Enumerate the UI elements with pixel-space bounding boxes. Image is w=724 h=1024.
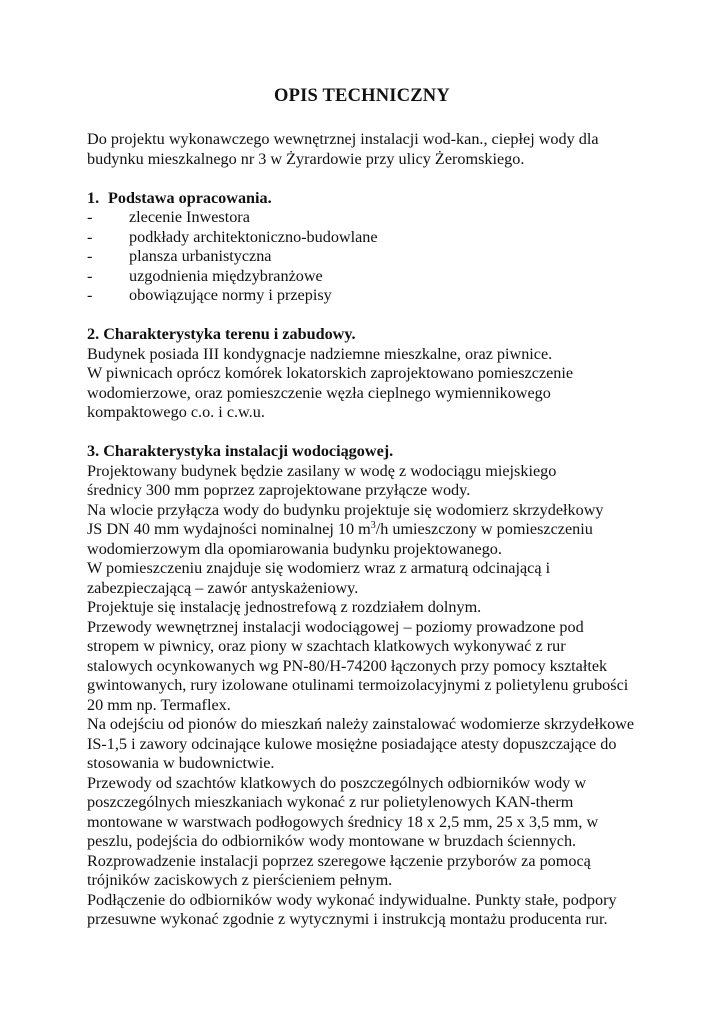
document-body [87, 130, 687, 930]
text-line: średnicy 300 mm poprzez zaprojektowane przyłącze wody. [87, 481, 471, 499]
text-line: Projektuje się instalację jednostrefową z rozdziałem dolnym. [87, 598, 482, 616]
bullet-dash: - [87, 266, 93, 285]
list-item-text: podkłady architektoniczno-budowlane [129, 227, 378, 246]
text-line: stalowych ocynkowanych wg PN-80/H-74200 łączonych przy pomocy kształtek [87, 656, 608, 675]
list-item-text: plansza urbanistyczna [129, 247, 272, 265]
text-line [87, 520, 687, 540]
section-3-heading: 3. Charakterystyka instalacji wodociągowej. [87, 442, 394, 460]
list-item [87, 247, 687, 267]
bullet-dash: - [87, 286, 93, 304]
section-1-heading-text: Podstawa opracowania. [108, 188, 272, 207]
text-line: Na odejściu od pionów do mieszkań należy zainstalować wodomierze skrzydełkowe [87, 715, 635, 733]
text-line: W piwnicach oprócz komórek lokatorskich zaprojektowano pomieszczenie [87, 364, 574, 382]
text-line: zabezpieczającą – zawór antyskażeniowy. [87, 578, 359, 597]
list-item [87, 267, 687, 287]
text-line: IS-1,5 i zawory odcinające kulowe mosiężne posiadające atesty dopuszczające do [87, 734, 617, 753]
section-1-heading [87, 189, 687, 209]
intro-line: Do projektu wykonawczego wewnętrznej instalacji wod-kan., ciepłej wody dla [87, 130, 599, 148]
intro-line: budynku mieszkalnego nr 3 w Żyrardowie przy ulicy Żeromskiego. [87, 149, 525, 168]
text-line: wodomierzowe, oraz pomieszczenie węzła cieplnego wymiennikowego [87, 383, 551, 402]
section-2 [87, 325, 687, 423]
bullet-dash: - [87, 208, 93, 226]
text-line: Rozprowadzenie instalacji poprzez szeregowe łączenie przyborów za pomocą [87, 851, 591, 870]
list-item [87, 208, 687, 228]
flow-rate-text-cont: /h umieszczony w pomieszczeniu [375, 520, 593, 538]
text-line: kompaktowego c.o. i c.w.u. [87, 403, 265, 421]
section-3 [87, 442, 687, 930]
text-line: gwintowanych, rury izolowane otulinami termoizolacyjnymi z polietylenu grubości [87, 676, 629, 694]
text-line: W pomieszczeniu znajduje się wodomierz wraz z armaturą odcinającą i [87, 559, 551, 577]
text-line: stropem w piwnicy, oraz piony w szachtach klatkowych wykonywać z rur [87, 637, 566, 655]
list-item-text: obowiązujące normy i przepisy [129, 286, 332, 304]
bullet-dash: - [87, 227, 93, 246]
text-line: poszczególnych mieszkaniach wykonać z rur polietylenowych KAN-therm [87, 793, 574, 811]
text-line: Budynek posiada III kondygnacje nadziemne mieszkalne, oraz piwnice. [87, 344, 553, 363]
text-line: stosowania w budownictwie. [87, 754, 275, 772]
section-1 [87, 189, 687, 306]
list-item [87, 228, 687, 248]
superscript: 3 [370, 520, 376, 531]
text-line: peszlu, podejścia do odbiorników wody montowane w bruzdach ściennych. [87, 832, 577, 850]
text-line: wodomierzowym dla opomiarowania budynku projektowanego. [87, 539, 502, 558]
list-item [87, 286, 687, 306]
text-line: Przewody wewnętrznej instalacji wodociągowej – poziomy prowadzone pod [87, 617, 584, 636]
text-line: przesuwne wykonać zgodnie z wytycznymi i instrukcją montażu producenta rur. [87, 910, 608, 928]
text-line: Na wlocie przyłącza wody do budynku projektuje się wodomierz skrzydełkowy [87, 500, 604, 519]
list-item-text: zlecenie Inwestora [129, 208, 250, 226]
document-title: OPIS TECHNICZNY [274, 86, 450, 106]
section-2-heading: 2. Charakterystyka terenu i zabudowy. [87, 325, 356, 343]
section-1-number: 1. [87, 188, 100, 207]
text-line: 20 mm np. Termaflex. [87, 695, 231, 714]
flow-rate-text: JS DN 40 mm wydajności nominalnej 10 m [87, 520, 371, 538]
intro-paragraph [87, 130, 687, 169]
bullet-dash: - [87, 247, 93, 265]
text-line: Przewody od szachtów klatkowych do poszczególnych odbiorników wody w [87, 773, 587, 792]
text-line: montowane w warstwach podłogowych średnicy 18 x 2,5 mm, 25 x 3,5 mm, w [87, 812, 599, 831]
text-line: trójników zaciskowych z pierścieniem pełnym. [87, 871, 393, 889]
text-line: Podłączenie do odbiorników wody wykonać indywidualne. Punkty stałe, podpory [87, 890, 617, 909]
text-line: Projektowany budynek będzie zasilany w wodę z wodociągu miejskiego [87, 461, 557, 480]
list-item-text: uzgodnienia międzybranżowe [129, 266, 323, 285]
